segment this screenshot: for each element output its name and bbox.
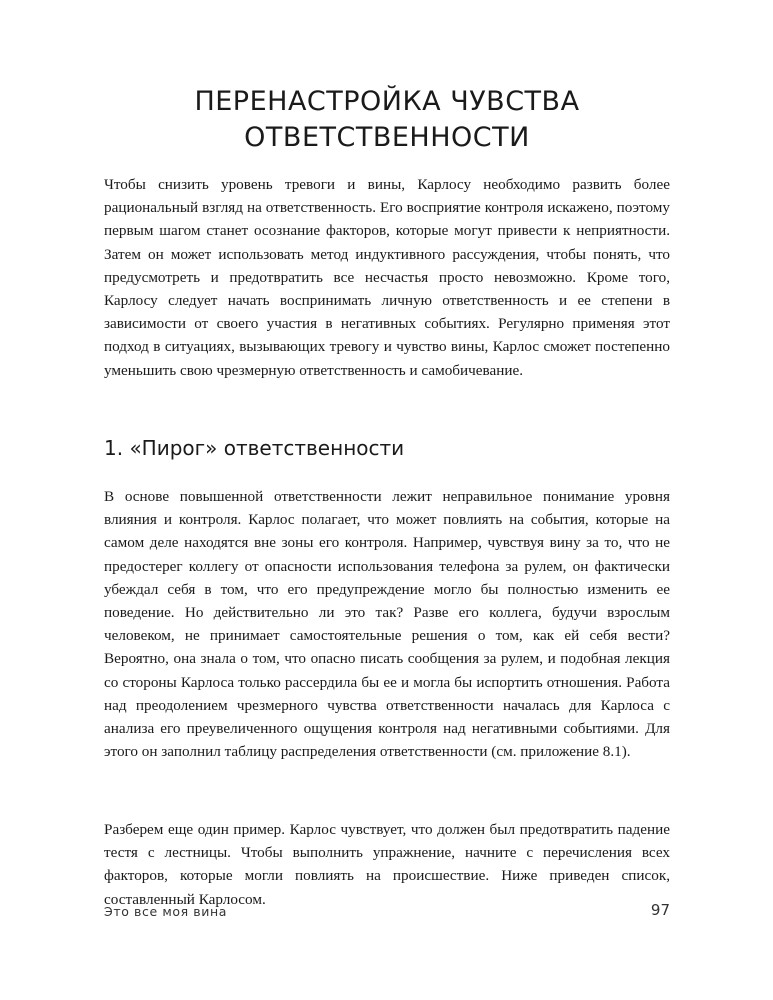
chapter-title-line-2: ОТВЕТСТВЕННОСТИ	[244, 122, 530, 153]
intro-paragraph: Чтобы снизить уровень тревоги и вины, Карлосу необходимо развить более рациональный взгляд на ответственность. Его восприятие контроля искажено, поэтому первым шагом станет осознание факторов, которые могут привести к неприятности. Затем он может использовать метод индуктивного рассуждения, чтобы понять, что предусмотреть и предотвратить все несчастья просто невозможно. Кроме того, Карлосу следует начать воспринимать личную ответственность и ее степени в зависимости от своего участия в негативных событиях. Регулярно применяя этот подход в ситуациях, вызывающих тревогу и чувство вины, Карлос сможет постепенно уменьшить свою чрезмерную ответственность и самобичевание.	[104, 176, 670, 379]
page-number: 97	[650, 901, 670, 919]
section-paragraph-1: В основе повышенной ответственности лежит неправильное понимание уровня влияния и контроля. Карлос полагает, что может повлиять на события, которые на самом деле находятся вне зоны его контроля. Например, чувствуя вину за то, что не предостерег коллегу от опасности использования телефона за рулем, он фактически убеждал себя в том, что его предупреждение могло бы полностью изменить ее поведение. Но действительно ли это так? Разве его коллега, будучи взрослым человеком, не принимает самостоятельные решения о том, как ей себя вести? Вероятно, она знала о том, что опасно писать сообщения за рулем, и подобная лекция со стороны Карлоса только рассердила бы ее и могла бы испортить отношения. Работа над преодолением чрезмерного чувства ответственности началась для Карлоса с анализа его преувеличенного ощущения контроля над негативными событиями. Для этого он заполнил таблицу распределения ответственности (см. приложение 8.1).	[104, 488, 670, 761]
section-heading: 1. «Пирог» ответственности	[104, 436, 405, 460]
chapter-title-line-1: ПЕРЕНАСТРОЙКА ЧУВСТВА	[194, 86, 580, 117]
chapter-title	[104, 84, 670, 156]
book-page	[104, 0, 670, 1000]
running-footer-title: Это все моя вина	[104, 904, 228, 919]
section-paragraph-2: Разберем еще один пример. Карлос чувствует, что должен был предотвратить падение тестя с лестницы. Чтобы выполнить упражнение, начните с перечисления всех факторов, которые могли повлиять на происшествие. Ниже приведен список, составленный Карлосом.	[104, 821, 670, 908]
